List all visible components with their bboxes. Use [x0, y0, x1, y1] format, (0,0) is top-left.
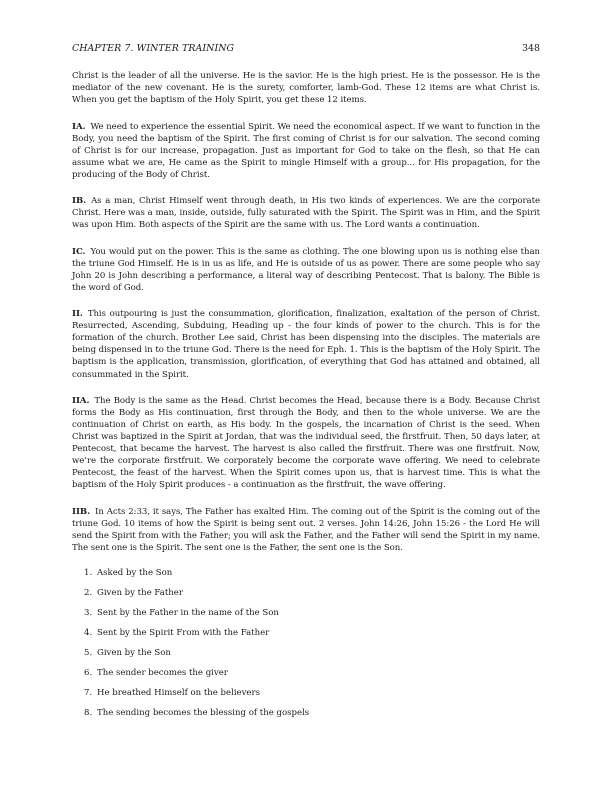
list-item	[84, 707, 309, 727]
paragraph-ia	[72, 121, 540, 181]
paragraph-ic	[72, 246, 540, 294]
paragraph-text: The Body is the same as the Head. Christ becomes the Head, because there is a Body. Because Christ forms the Body as His continuation, first through the Body, and then to the whole universe. We are the continuation of Christ on earth, as His body. In the gospels, the incarnation of Christ is the seed. When Christ was baptized in the Spirit at Jordan, that was the individual seed, the firstfruit. Then, 50 days later, at Pentecost, that became the harvest. The harvest is also called the firstfruit. There was one firstfruit. Now, we’re the corporate firstfruit. We corporately become the corporate wave offering. We need to celebrate Pentecost, the feast of the harvest. When the Spirit comes upon us, that is harvest time. This is what the baptism of the Holy Spirit produces - a continuation as the firstfruit, the wave offering.	[72, 395, 540, 491]
paragraph-label: IIB.	[72, 506, 90, 517]
list-text: Sent by the Father in the name of the Son	[97, 608, 279, 618]
document-body	[72, 70, 540, 568]
list-number: 7.	[84, 688, 93, 698]
list-text: The sender becomes the giver	[97, 668, 228, 678]
list-number: 8.	[84, 708, 93, 718]
page-number: 348	[522, 43, 540, 54]
paragraph-text: In Acts 2:33, it says, The Father has exalted Him. The coming out of the Spirit is the coming out of the triune God. 10 items of how the Spirit is being sent out. 2 verses. John 14:26, John 15:26 - the Lord He will send the Spirit from with the Father; you will ask the Father, and the Father will send the Spirit in my name. The sent one is the Spirit. The sent one is the Father, the sent one is the Son.	[72, 506, 540, 553]
paragraph-label: IB.	[72, 196, 87, 207]
paragraph-iib	[72, 506, 540, 554]
paragraph-label: IC.	[72, 246, 86, 257]
list-text: He breathed Himself on the believers	[97, 688, 260, 698]
list-number: 1.	[84, 568, 93, 578]
list-item	[84, 647, 309, 667]
list-text: Asked by the Son	[97, 568, 173, 578]
paragraph-intro	[72, 70, 540, 106]
list-text: Given by the Father	[97, 588, 183, 598]
list-item	[84, 567, 309, 587]
paragraph-text: We need to experience the essential Spirit. We need the economical aspect. If we want to function in the Body, you need the baptism of the Spirit. The first coming of Christ is for our salvation. The second coming of Christ is for our increase, propagation. Just as important for God to take on the flesh, so that He can assume what we are, He came as the Spirit to mingle Himself with a group... for His propagation, for the producing of the Body of Christ.	[72, 121, 540, 180]
list-item	[84, 627, 309, 647]
list-item	[84, 587, 309, 607]
paragraph-iia	[72, 395, 540, 491]
paragraph-text: As a man, Christ Himself went through death, in His two kinds of experiences. We are the corporate Christ. Here was a man, inside, outside, fully saturated with the Spirit. The Spirit was in Him, and the Spirit was upon Him. Both aspects of the Spirit are the same with us. The Lord wants a continuation.	[72, 196, 540, 231]
list-item	[84, 607, 309, 627]
list-text: The sending becomes the blessing of the gospels	[97, 708, 310, 718]
paragraph-label: IA.	[72, 121, 86, 132]
chapter-title: CHAPTER 7. WINTER TRAINING	[72, 43, 235, 54]
list-number: 6.	[84, 668, 93, 678]
list-text: Sent by the Spirit From with the Father	[97, 628, 270, 638]
numbered-list	[84, 567, 309, 727]
list-text: Given by the Son	[97, 648, 171, 658]
paragraph-text: Christ is the leader of all the universe. He is the savior. He is the high priest. He is the possessor. He is the mediator of the new covenant. He is the surety, comforter, lamb-God. These 12 items are what Christ is. When you get the baptism of the Holy Spirit, you get these 12 items.	[72, 71, 540, 106]
paragraph-text: You would put on the power. This is the same as clothing. The one blowing upon us is nothing else than the triune God Himself. He is in us as life, and He is outside of us as power. There are some people who say John 20 is John describing a performance, a literal way of describing Pentecost. That is balony. The Bible is the word of God.	[72, 246, 540, 293]
list-number: 3.	[84, 608, 93, 618]
list-item	[84, 667, 309, 687]
paragraph-ib	[72, 195, 540, 231]
list-item	[84, 687, 309, 707]
paragraph-label: IIA.	[72, 395, 90, 406]
paragraph-ii	[72, 308, 540, 380]
list-number: 5.	[84, 648, 93, 658]
list-number: 4.	[84, 628, 93, 638]
paragraph-text: This outpouring is just the consummation, glorification, finalization, exaltation of the person of Christ. Resurrected, Ascending, Subduing, Heading up - the four kinds of power to the church. This is for the formation of the church. Brother Lee said, Christ has been dispensing into the disciples. The materials are being dispensed in to the triune God. There is the need for Eph. 1. This is the baptism of the Holy Spirit. The baptism is the application, transmission, glorification, of everything that God has attained and obtained, all consummated in the Spirit.	[72, 309, 540, 380]
list-number: 2.	[84, 588, 93, 598]
paragraph-label: II.	[72, 309, 83, 320]
